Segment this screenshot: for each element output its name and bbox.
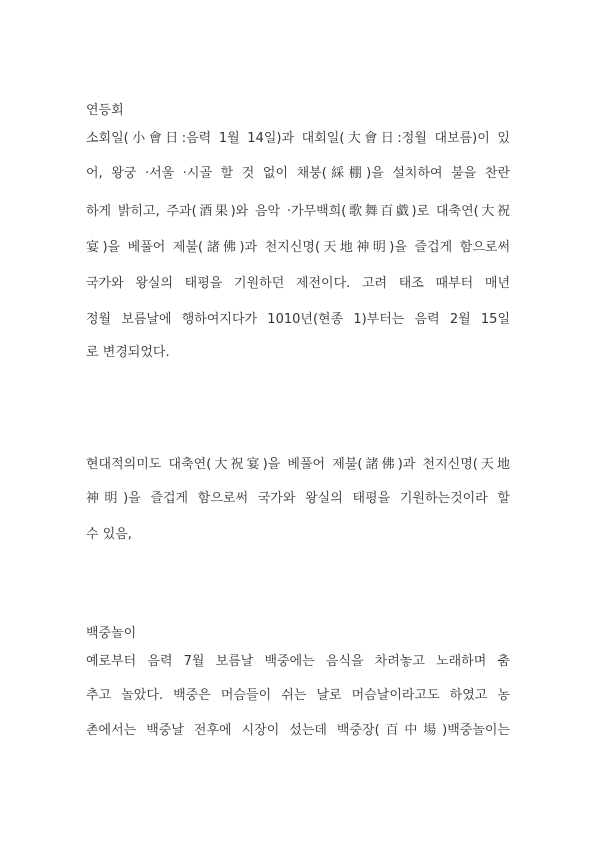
paragraph-line: 현대적의미도 대축연(大祝宴)을 베풀어 제불(諸佛)과 천지신명(天地 <box>86 457 510 472</box>
paragraph-line: 촌에서는 백중날 전후에 시장이 섰는데 백중장(百中場)백중놀이는 <box>86 723 510 738</box>
paragraph-line: 추고 놀았다. 백중은 머슴들이 쉬는 날로 머슴날이라고도 하였고 농 <box>86 688 510 703</box>
paragraph-line: 宴)을 베풀어 제불(諸佛)과 천지신명(天地神明)을 즐겁게 함으로써 <box>86 240 510 255</box>
paragraph-line: 어, 왕궁 ·서울 ·시골 할 것 없이 채붕(綵棚)을 설치하여 불을 찬란 <box>86 166 510 181</box>
paragraph-line: 예로부터 음력 7월 보름날 백중에는 음식을 차려놓고 노래하며 춤 <box>86 654 510 669</box>
paragraph-line: 정월 보름날에 행하여지다가 1010년(현종 1)부터는 음력 2월 15일 <box>86 312 510 327</box>
paragraph-line: 국가와 왕실의 태평을 기원하던 제전이다. 고려 태조 때부터 매년 <box>86 276 510 291</box>
paragraph-line: 神明)을 즐겁게 함으로써 국가와 왕실의 태평을 기원하는것이라 할 <box>86 491 510 506</box>
section-title-yeondeunghoe: 연등회 <box>86 103 124 118</box>
section-title-baekjungnori: 백중놀이 <box>86 626 137 641</box>
paragraph-line: 수 있음, <box>86 527 132 542</box>
paragraph-line: 소회일(小會日:음력 1월 14일)과 대회일(大會日:정월 대보름)이 있 <box>86 131 510 146</box>
paragraph-line: 로 변경되었다. <box>86 345 170 360</box>
paragraph-line: 하게 밝히고, 주과(酒果)와 음악 ·가무백희(歌舞百戱)로 대축연(大祝 <box>86 204 510 219</box>
